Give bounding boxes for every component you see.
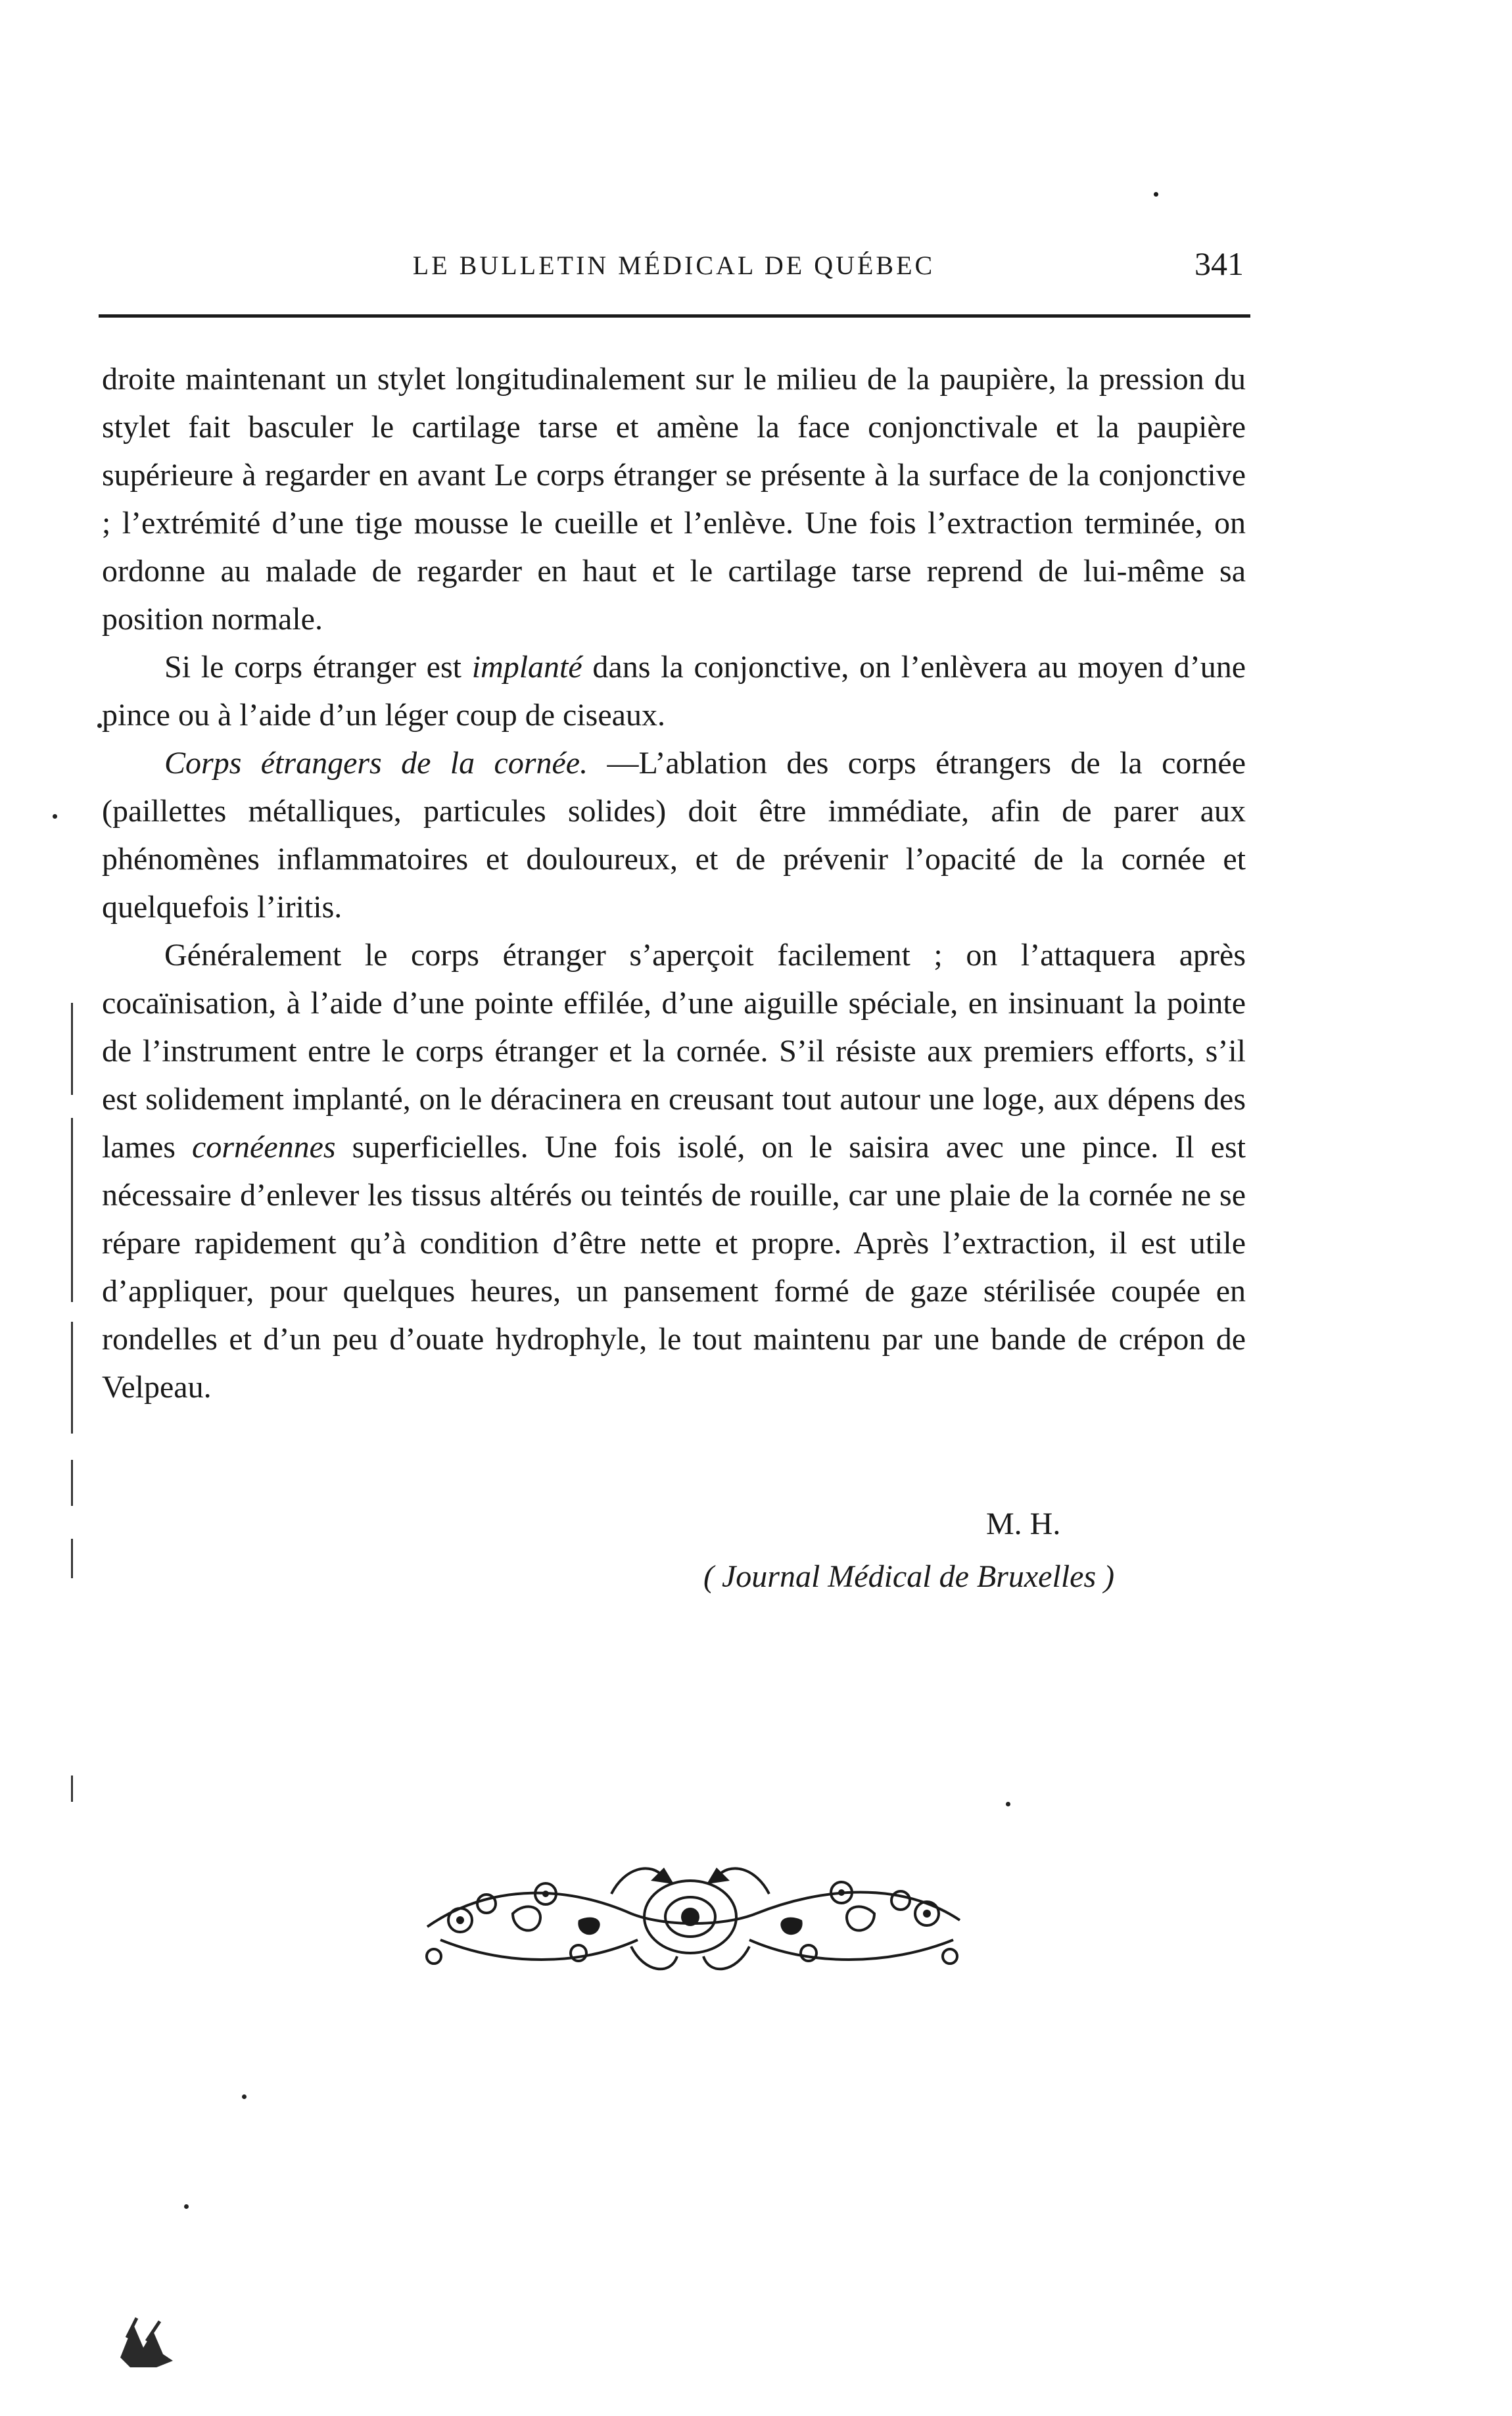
paragraph-2-text-a: Si le corps étranger est xyxy=(164,650,472,685)
margin-rule xyxy=(71,1003,73,1095)
page-number: 341 xyxy=(1194,245,1244,282)
speck-mark xyxy=(1006,1802,1010,1806)
paragraph-2-text-b: dans la conjonctive, on l’enlèvera au moyen d’une pince ou à l’aide d’un léger coup de ciseaux. xyxy=(102,650,1246,733)
paragraph-1: droite maintenant un stylet longitudinalement sur le milieu de la paupière, la pression du stylet fait basculer le cartilage tarse et amène la face conjonctivale et la paupière supérieure à regarder en avant Le corps étranger se présente à la surface de la conjonctive ; l’extrémité d’une tige mousse le cueille et l’enlève. Une fois l’extraction terminée, on ordonne au malade de regarder en haut et le cartilage tarse reprend de lui-même sa position normale. xyxy=(102,362,1246,637)
margin-rule xyxy=(71,1322,73,1434)
margin-rule xyxy=(71,1118,73,1302)
running-head xyxy=(99,245,1249,296)
speck-mark xyxy=(53,814,57,819)
speck-mark xyxy=(1154,192,1158,197)
paragraph-4 xyxy=(102,931,1246,1411)
header-rule xyxy=(99,314,1250,318)
section-heading: Corps étrangers de la cornée. xyxy=(164,746,588,781)
speck-mark xyxy=(184,2204,189,2209)
paragraph-2 xyxy=(102,643,1246,739)
paragraph-2-emphasis: implanté xyxy=(471,650,582,685)
paragraph-3 xyxy=(102,739,1246,931)
running-title: LE BULLETIN MÉDICAL DE QUÉBEC xyxy=(412,251,935,280)
source-citation: ( Journal Médical de Bruxelles ) xyxy=(703,1559,1115,1594)
paragraph-4-emphasis: cornéennes xyxy=(192,1130,336,1165)
speck-mark xyxy=(97,723,102,728)
paragraph-4-text-a: Généralement le corps étranger s’aperçoit facilement ; on l’attaquera après cocaïnisation, à l’aide d’une pointe effilée, d’une aiguille spéciale, en insinuant la pointe de l’instrument entre le corps étranger et la cornée. S’il résiste aux premiers efforts, s’il est solidement implanté, on le déracinera en creusant tout autour une loge, aux dépens des lames xyxy=(102,938,1246,1165)
floral-vignette-icon xyxy=(414,1841,973,1993)
printer-mark-icon xyxy=(117,2311,176,2371)
article-body xyxy=(102,355,1246,1411)
speck-mark xyxy=(242,2094,247,2099)
paragraph-3-text: —L’ablation des corps étrangers de la cornée (paillettes métalliques, particules solides) doit être immédiate, afin de parer aux phénomènes inflammatoires et douloureux, et de prévenir l’opacité de la cornée et quelquefois l’iritis. xyxy=(102,746,1246,925)
margin-rule xyxy=(71,1776,73,1802)
margin-rule xyxy=(71,1460,73,1506)
paragraph-4-text-b: superficielles. Une fois isolé, on le saisira avec une pince. Il est nécessaire d’enlever les tissus altérés ou teintés de rouille, car une plaie de la cornée ne se répare rapidement qu’à condition d’être nette et propre. Après l’extraction, il est utile d’appliquer, pour quelques heures, un pansement formé de gaze stérilisée coupée en rondelles et d’un peu d’ouate hydrophyle, le tout maintenu par une bande de crépon de Velpeau. xyxy=(102,1130,1246,1405)
margin-rule xyxy=(71,1539,73,1578)
author-signature: M. H. xyxy=(986,1507,1061,1541)
